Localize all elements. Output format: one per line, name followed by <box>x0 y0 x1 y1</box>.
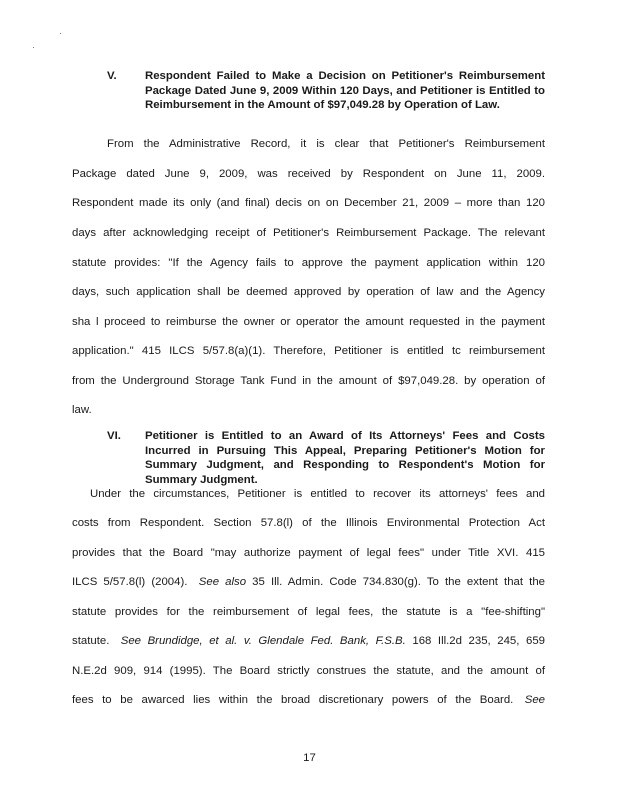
paragraph-1-line: statute provides: "If the Agency fails to approve the payment application within 120 <box>72 257 545 269</box>
paragraph-2-line: Under the circumstances, Petitioner is entitled to recover its attorneys' fees and <box>90 488 545 500</box>
citation-text: ILCS 5/57.8(l) (2004). <box>72 576 188 588</box>
paragraph-1-line: from the Underground Storage Tank Fund in the amount of $97,049.28. by operation of <box>72 375 545 387</box>
scan-speck <box>60 33 61 34</box>
signal-see-also: See also <box>198 576 247 588</box>
case-citation: See Brundidge, et al. v. Glendale Fed. Bank, F.S.B. <box>120 635 406 647</box>
signal-see: See <box>524 694 545 706</box>
line-text: fees to be awarced lies within the broad discretionary powers of the Board. <box>72 694 514 706</box>
paragraph-2-line <box>72 575 545 589</box>
paragraph-2-line: N.E.2d 909, 914 (1995). The Board strictly construes the statute, and the amount of <box>72 665 545 677</box>
paragraph-1-line: sha l proceed to reimburse the owner or operator the amount requested in the payment <box>72 316 545 328</box>
reporter-citation: 168 Ill.2d 235, 245, 659 <box>412 635 545 647</box>
paragraph-1-line: From the Administrative Record, it is clear that Petitioner's Reimbursement <box>107 138 545 150</box>
paragraph-1-line: days, such application shall be deemed approved by operation of law and the Agency <box>72 286 545 298</box>
section-vi-title: Petitioner is Entitled to an Award of Its Attorneys' Fees and Costs Incurred in Pursuing This Appeal, Preparing Petitioner's Motion for Summary Judgment, and Responding to Respondent's Motion for Summary Judgment. <box>145 430 545 486</box>
line-text: statute. <box>72 635 110 647</box>
paragraph-1-line: application." 415 ILCS 5/57.8(a)(1). Therefore, Petitioner is entitled tc reimbursement <box>72 345 545 357</box>
paragraph-1-line: law. <box>72 404 92 416</box>
paragraph-1-line: Respondent made its only (and final) decis on on December 21, 2009 – more than 120 <box>72 197 545 209</box>
paragraph-2-line: costs from Respondent. Section 57.8(l) of the Illinois Environmental Protection Act <box>72 517 545 529</box>
paragraph-2-line: statute provides for the reimbursement of legal fees, the statute is a "fee-shifting" <box>72 606 545 618</box>
section-v-heading <box>107 69 545 129</box>
citation-text: 35 Ill. Admin. Code 734.830(g). To the extent that the <box>252 576 545 588</box>
section-vi-number: VI. <box>107 430 121 442</box>
paragraph-2-line <box>72 693 545 707</box>
section-v-title: Respondent Failed to Make a Decision on Petitioner's Reimbursement Package Dated June 9, 2009 Within 120 Days, and Petitioner is Entitled to Reimbursement in the Amount of $97,049.28 by Operation of Law. <box>145 70 545 112</box>
paragraph-2-line <box>72 634 545 648</box>
paragraph-2-line: provides that the Board "may authorize payment of legal fees" under Title XVI. 415 <box>72 547 545 559</box>
page-number: 17 <box>303 752 316 764</box>
scan-speck <box>33 47 34 48</box>
paragraph-1-line: days after acknowledging receipt of Petitioner's Reimbursement Package. The relevant <box>72 227 545 239</box>
section-v-number: V. <box>107 70 117 82</box>
paragraph-1-line: Package dated June 9, 2009, was received by Respondent on June 11, 2009. <box>72 168 545 180</box>
section-vi-heading <box>107 429 545 489</box>
